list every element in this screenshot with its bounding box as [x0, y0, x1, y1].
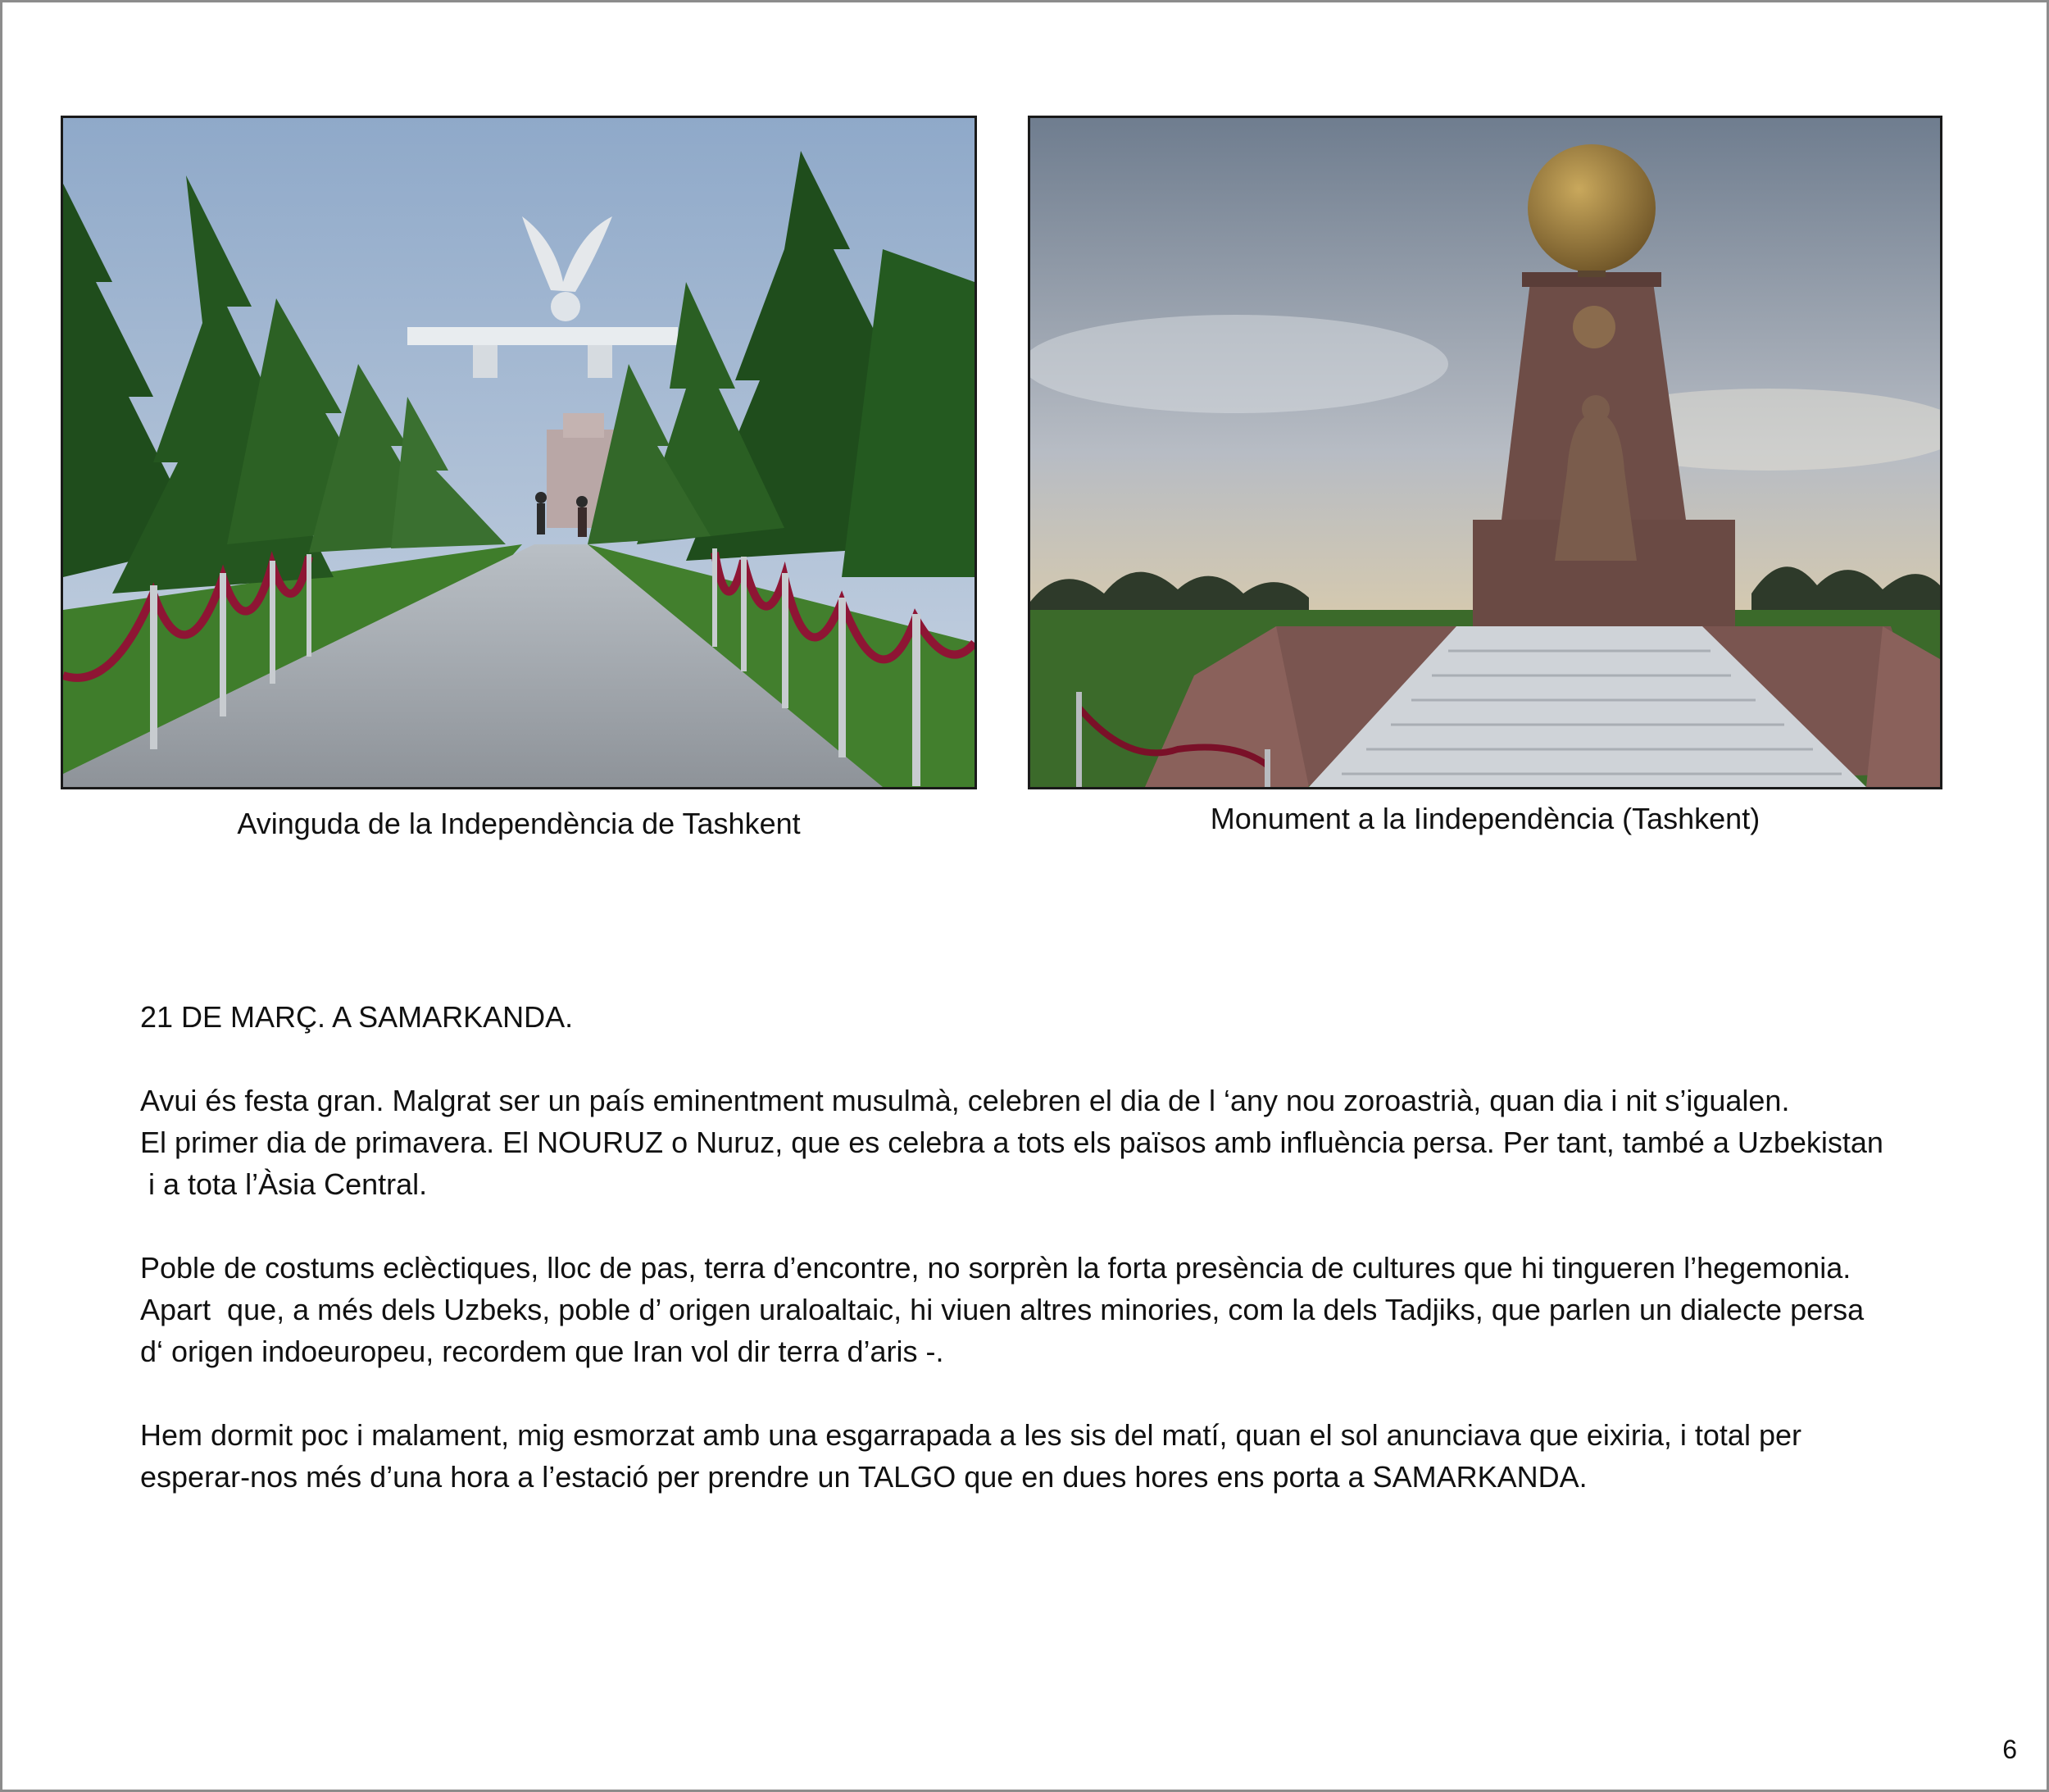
avenue-photo-illustration — [63, 118, 975, 787]
right-photo-caption: Monument a la Iindependència (Tashkent) — [1210, 802, 1761, 835]
paragraph-1-line-1: Avui és festa gran. Malgrat ser un país eminentment musulmà, celebren el dia de l ‘any nou zoroastrià, quan dia i nit s’igualen. — [140, 1084, 1790, 1117]
paragraph-3-line-1: Hem dormit poc i malament, mig esmorzat amb una esgarrapada a les sis del matí, quan el sol anunciava que eixiria, i total per — [140, 1418, 1801, 1452]
paragraph-2-line-2: Apart que, a més dels Uzbeks, poble d’ origen uraloaltaic, hi viuen altres minories, com la dels Tadjiks, que parlen un dialecte persa — [140, 1293, 1865, 1326]
left-photo-caption: Avinguda de la Independència de Tashkent — [237, 807, 801, 840]
avenue-photo — [61, 116, 977, 789]
monument-photo — [1028, 116, 1942, 789]
paragraph-2-line-3: d‘ origen indoeuropeu, recordem que Iran vol dir terra d’aris -. — [140, 1335, 944, 1368]
paragraph-3-line-2: esperar-nos més d’una hora a l’estació per prendre un TALGO que en dues hores ens porta a SAMARKANDA. — [140, 1460, 1588, 1494]
page-number: 6 — [2002, 1735, 2017, 1764]
article-body — [140, 996, 1976, 1498]
monument-photo-illustration — [1030, 118, 1940, 787]
article-heading: 21 DE MARÇ. A SAMARKANDA. — [140, 1000, 574, 1034]
paragraph-1-line-3: i a tota l’Àsia Central. — [140, 1167, 428, 1201]
paragraph-1-line-2: El primer dia de primavera. El NOURUZ o Nuruz, que es celebra a tots els països amb influència persa. Per tant, també a Uzbekistan — [140, 1126, 1883, 1159]
paragraph-2-line-1: Poble de costums eclèctiques, lloc de pas, terra d’encontre, no sorprèn la forta presència de cultures que hi tingueren l’hegemonia. — [140, 1251, 1851, 1285]
